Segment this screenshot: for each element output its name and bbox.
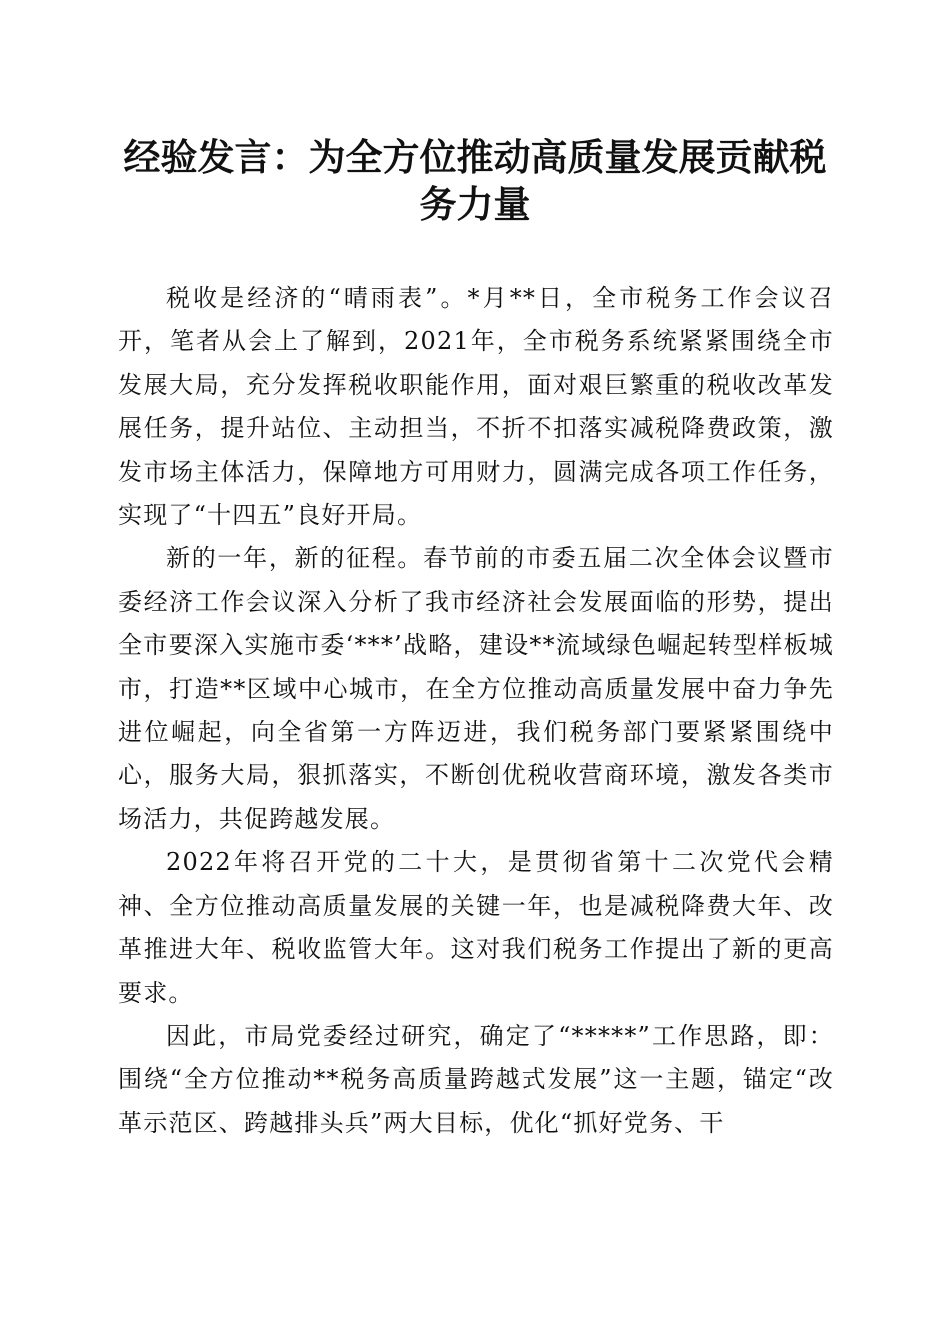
paragraph-2: 新的一年，新的征程。春节前的市委五届二次全体会议暨市委经济工作会议深入分析了我市经济社会发展面临的形势，提出全市要深入实施市委‘***’战略，建设**流域绿色崛起转型样板城市，打造**区域中心城市，在全方位推动高质量发展中奋力争先进位崛起，向全省第一方阵迈进，我们税务部门要紧紧围绕中心，服务大局，狠抓落实，不断创优税收营商环境，激发各类市场活力，共促跨越发展。 <box>118 544 834 833</box>
document-body <box>118 277 834 1145</box>
paragraph-4: 因此，市局党委经过研究，确定了“*****”工作思路，即：围绕“全方位推动**税务高质量跨越式发展”这一主题，锚定“改革示范区、跨越排头兵”两大目标，优化“抓好党务、干 <box>118 1021 834 1137</box>
paragraph-3: 2022年将召开党的二十大，是贯彻省第十二次党代会精神、全方位推动高质量发展的关键一年，也是减税降费大年、改革推进大年、税收监管大年。这对我们税务工作提出了新的更高要求。 <box>118 848 834 1007</box>
paragraph-1: 税收是经济的“晴雨表”。*月**日，全市税务工作会议召开，笔者从会上了解到，2021年，全市税务系统紧紧围绕全市发展大局，充分发挥税收职能作用，面对艰巨繁重的税收改革发展任务，提升站位、主动担当，不折不扣落实减税降费政策，激发市场主体活力，保障地方可用财力，圆满完成各项工作任务，实现了“十四五”良好开局。 <box>118 284 834 530</box>
document-title: 经验发言：为全方位推动高质量发展贡献税务力量 <box>123 136 827 226</box>
